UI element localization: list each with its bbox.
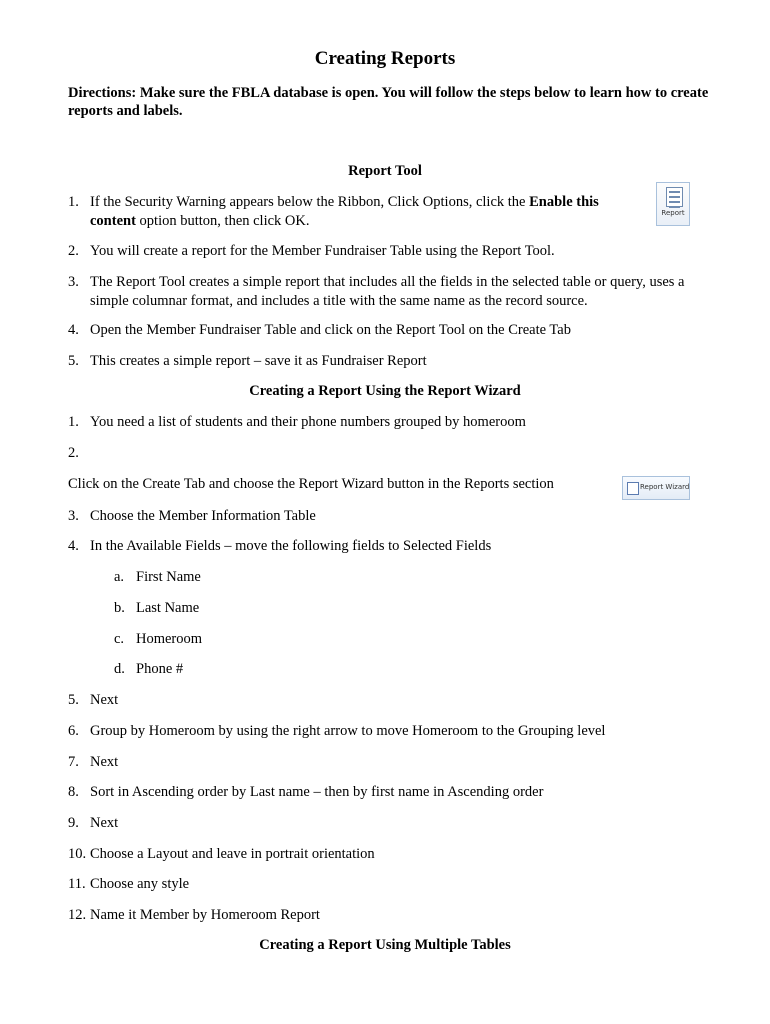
field-name: Phone # <box>136 661 184 677</box>
step-text: In the Available Fields – move the following fields to Selected Fields <box>90 538 492 554</box>
step-text: You need a list of students and their phone numbers grouped by homeroom <box>90 414 526 430</box>
step-text <box>90 193 638 231</box>
step-number: 4. <box>68 322 79 338</box>
step-number: 1. <box>68 414 79 430</box>
step-number: 6. <box>68 723 79 739</box>
step-number: 5. <box>68 353 79 369</box>
step-number: 2. <box>68 445 79 461</box>
step-text: The Report Tool creates a simple report that includes all the fields in the selected table or query, uses a simple columnar format, and includes a title with the same name as the record source. <box>90 274 685 309</box>
step-number: 11. <box>68 876 86 892</box>
step-text: Choose the Member Information Table <box>90 508 316 524</box>
step-number: 3. <box>68 508 79 524</box>
step-number: 5. <box>68 692 79 708</box>
sub-letter: d. <box>114 661 125 677</box>
step-text-pre: If the Security Warning appears below the Ribbon, Click Options, click the <box>90 194 530 210</box>
step-text: Click on the Create Tab and choose the Report Wizard button in the Reports section <box>68 476 554 492</box>
step-number: 7. <box>68 754 79 770</box>
step-text: Choose any style <box>90 876 190 892</box>
report-button-icon <box>656 182 690 226</box>
directions-text: Directions: Make sure the FBLA database is open. You will follow the steps below to learn how to create reports and labels. <box>68 85 709 119</box>
multiple-tables-heading: Creating a Report Using Multiple Tables <box>259 937 511 953</box>
report-sheet-icon <box>666 187 683 207</box>
wizard-icon-label: Report Wizard <box>640 483 690 491</box>
sub-letter: c. <box>114 631 125 647</box>
step-text: Next <box>90 815 119 831</box>
report-tool-step-1 <box>68 193 638 233</box>
report-tool-step-3 <box>68 273 718 313</box>
step-text-post: option button, then click OK. <box>135 213 310 229</box>
field-name: First Name <box>136 569 201 585</box>
step-number: 4. <box>68 538 79 554</box>
step-text: Group by Homeroom by using the right arrow to move Homeroom to the Grouping level <box>90 723 606 739</box>
step-text: This creates a simple report – save it as Fundraiser Report <box>90 353 427 369</box>
page-title: Creating Reports <box>314 48 456 69</box>
enable-content-bold: Enable this content <box>90 194 599 229</box>
report-tool-heading: Report Tool <box>348 163 422 179</box>
step-text: Next <box>90 754 119 770</box>
step-text: Open the Member Fundraiser Table and click on the Report Tool on the Create Tab <box>90 322 571 338</box>
step-number: 1. <box>68 194 79 210</box>
step-number: 8. <box>68 784 79 800</box>
sub-letter: a. <box>114 569 125 585</box>
sub-letter: b. <box>114 600 125 616</box>
step-number: 10. <box>68 846 87 862</box>
step-text: Next <box>90 692 119 708</box>
step-number: 9. <box>68 815 79 831</box>
field-name: Homeroom <box>136 631 203 647</box>
step-text: Choose a Layout and leave in portrait orientation <box>90 846 375 862</box>
report-wizard-heading: Creating a Report Using the Report Wizard <box>249 383 521 399</box>
step-number: 12. <box>68 907 87 923</box>
step-text: Sort in Ascending order by Last name – then by first name in Ascending order <box>90 784 544 800</box>
report-icon-label: Report <box>661 209 685 217</box>
step-number: 2. <box>68 243 79 259</box>
step-text: Name it Member by Homeroom Report <box>90 907 320 923</box>
field-name: Last Name <box>136 600 200 616</box>
report-wizard-button-icon <box>622 476 690 500</box>
wizard-glyph-icon <box>627 482 639 495</box>
step-text: You will create a report for the Member Fundraiser Table using the Report Tool. <box>90 243 555 259</box>
step-number: 3. <box>68 274 79 290</box>
